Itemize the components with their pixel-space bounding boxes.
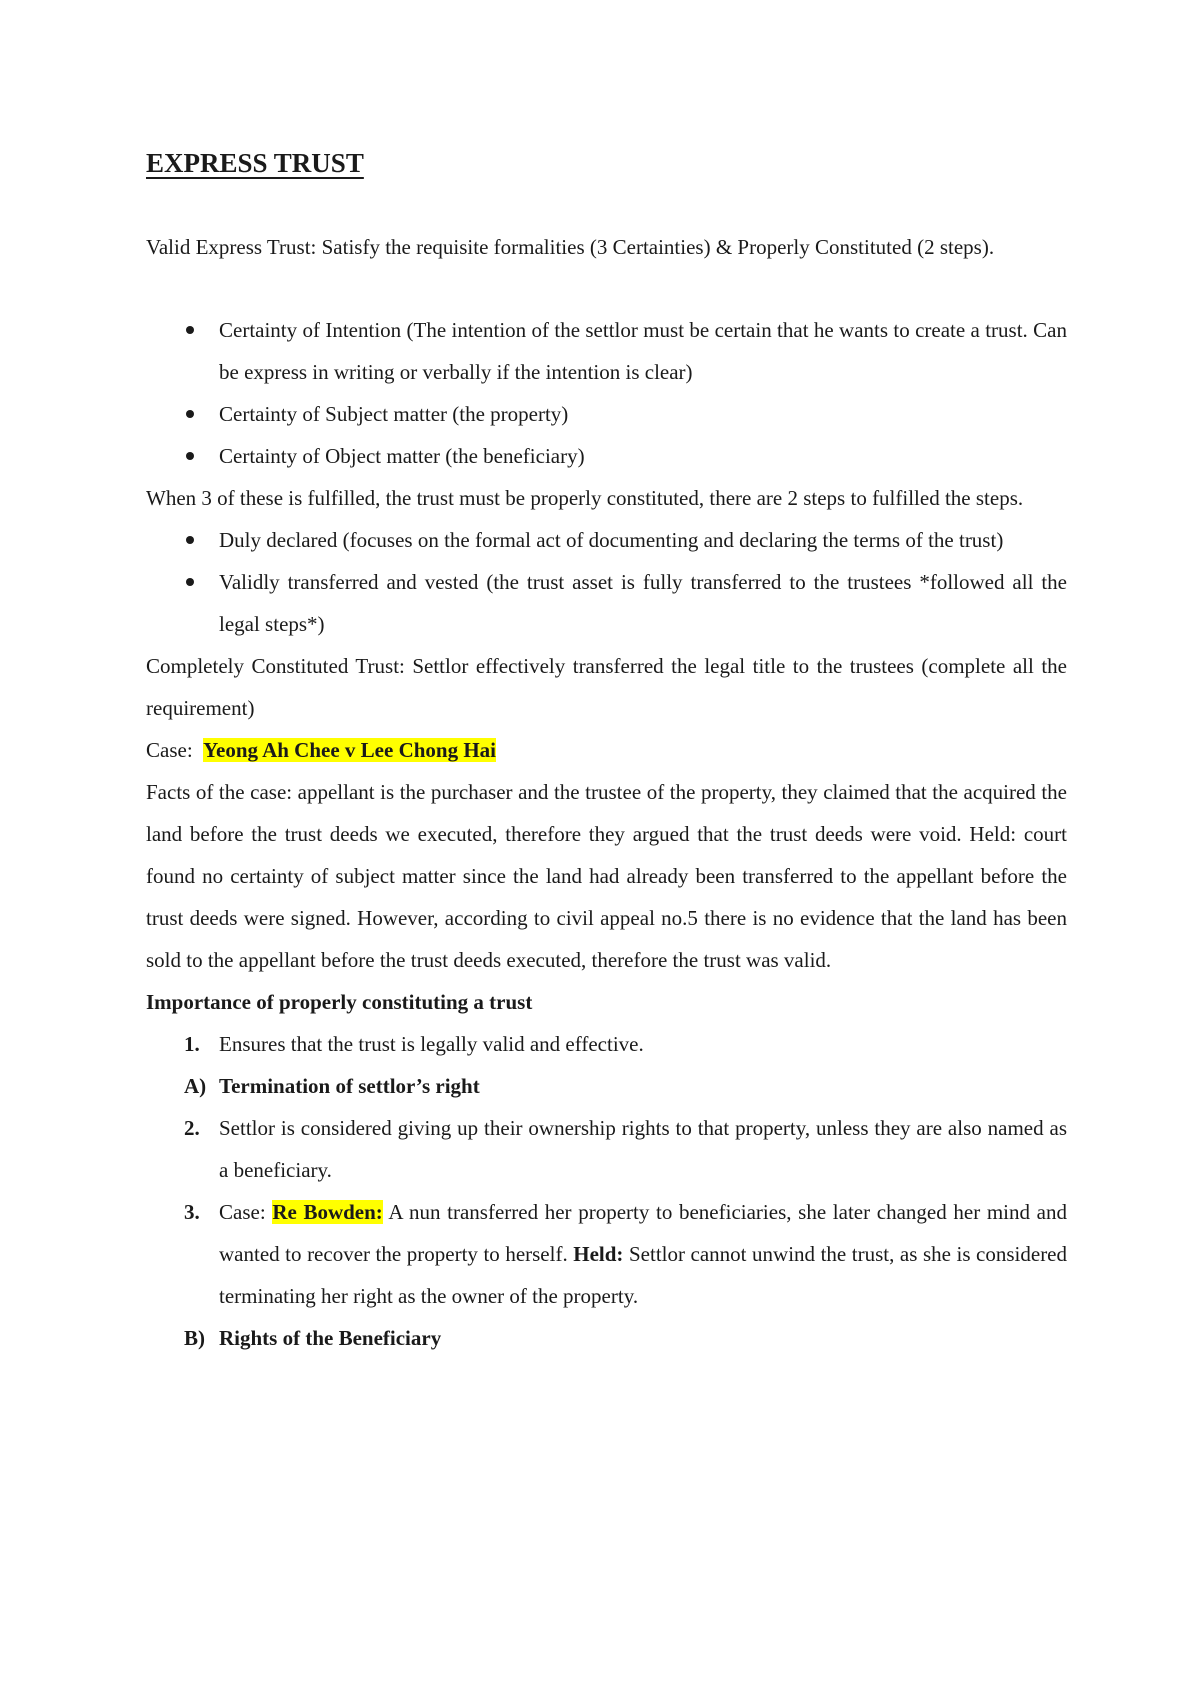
spacer xyxy=(146,268,1067,309)
section-heading xyxy=(146,1317,1067,1359)
bullet-icon xyxy=(186,452,194,460)
case-facts: A nun transferred her property to beneficiaries, she later changed her mind and wanted to recover the property to herself. xyxy=(219,1200,1067,1266)
section-heading xyxy=(146,1065,1067,1107)
certainties-list xyxy=(146,309,1067,477)
list-item xyxy=(146,561,1067,645)
list-item xyxy=(146,1023,1067,1065)
list-item-text: Ensures that the trust is legally valid and effective. xyxy=(219,1032,644,1056)
facts-paragraph: Facts of the case: appellant is the purchaser and the trustee of the property, they claimed that the acquired the land before the trust deeds we executed, therefore they argued that the trust deeds were void. Held: court found no certainty of subject matter since the land had already been transferred to the appellant before the trust deeds were signed. However, according to civil appeal no.5 there is no evidence that the land has been sold to the appellant before the trust deeds executed, therefore the trust was valid. xyxy=(146,780,1067,972)
bullet-icon xyxy=(186,410,194,418)
case-label: Case: xyxy=(219,1200,266,1224)
document-title: EXPRESS TRUST xyxy=(146,148,364,178)
list-item xyxy=(146,1107,1067,1191)
bullet-icon xyxy=(186,578,194,586)
item-number: 3. xyxy=(184,1200,200,1224)
section-letter: A) xyxy=(184,1074,207,1098)
case-name-highlight: Re Bowden: xyxy=(272,1200,383,1224)
list-item xyxy=(146,519,1067,561)
list-item-text: Certainty of Subject matter (the property) xyxy=(219,402,569,426)
held-label: Held: xyxy=(573,1242,624,1266)
completely-constituted-paragraph: Completely Constituted Trust: Settlor effectively transferred the legal title to the trustees (complete all the requirement) xyxy=(146,654,1067,720)
section-heading-text: Rights of the Beneficiary xyxy=(219,1326,442,1350)
bullet-icon xyxy=(186,536,194,544)
item-number: 1. xyxy=(184,1032,200,1056)
item-number: 2. xyxy=(184,1116,200,1140)
spacer xyxy=(146,180,1067,226)
section-letter: B) xyxy=(184,1326,205,1350)
case-line xyxy=(146,729,1067,771)
intro-paragraph: Valid Express Trust: Satisfy the requisite formalities (3 Certainties) & Properly Constituted (2 steps). xyxy=(146,235,995,259)
list-item-text: Certainty of Object matter (the beneficiary) xyxy=(219,444,585,468)
held-text: Settlor cannot unwind the trust, as she is considered terminating her right as the owner of the property. xyxy=(219,1242,1068,1308)
bullet-icon xyxy=(186,326,194,334)
list-item xyxy=(146,393,1067,435)
importance-heading: Importance of properly constituting a trust xyxy=(146,990,533,1014)
list-item-text: Settlor is considered giving up their ownership rights to that property, unless they are also named as a beneficiary. xyxy=(219,1116,1067,1182)
case-name-highlight: Yeong Ah Chee v Lee Chong Hai xyxy=(203,738,497,762)
list-item-text: Certainty of Intention (The intention of the settlor must be certain that he wants to create a trust. Can be express in writing or verbally if the intention is clear) xyxy=(219,318,1067,384)
list-item xyxy=(146,1191,1067,1317)
list-item-text: Duly declared (focuses on the formal act of documenting and declaring the terms of the trust) xyxy=(219,528,1004,552)
case-label: Case: xyxy=(146,738,193,762)
list-item xyxy=(146,435,1067,477)
section-heading-text: Termination of settlor’s right xyxy=(219,1074,480,1098)
importance-list xyxy=(146,1023,1067,1359)
steps-list xyxy=(146,519,1067,645)
list-item xyxy=(146,309,1067,393)
list-item-text: Validly transferred and vested (the trust asset is fully transferred to the trustees *followed all the legal steps*) xyxy=(219,570,1067,636)
constitution-paragraph: When 3 of these is fulfilled, the trust must be properly constituted, there are 2 steps to fulfilled the steps. xyxy=(146,486,1024,510)
